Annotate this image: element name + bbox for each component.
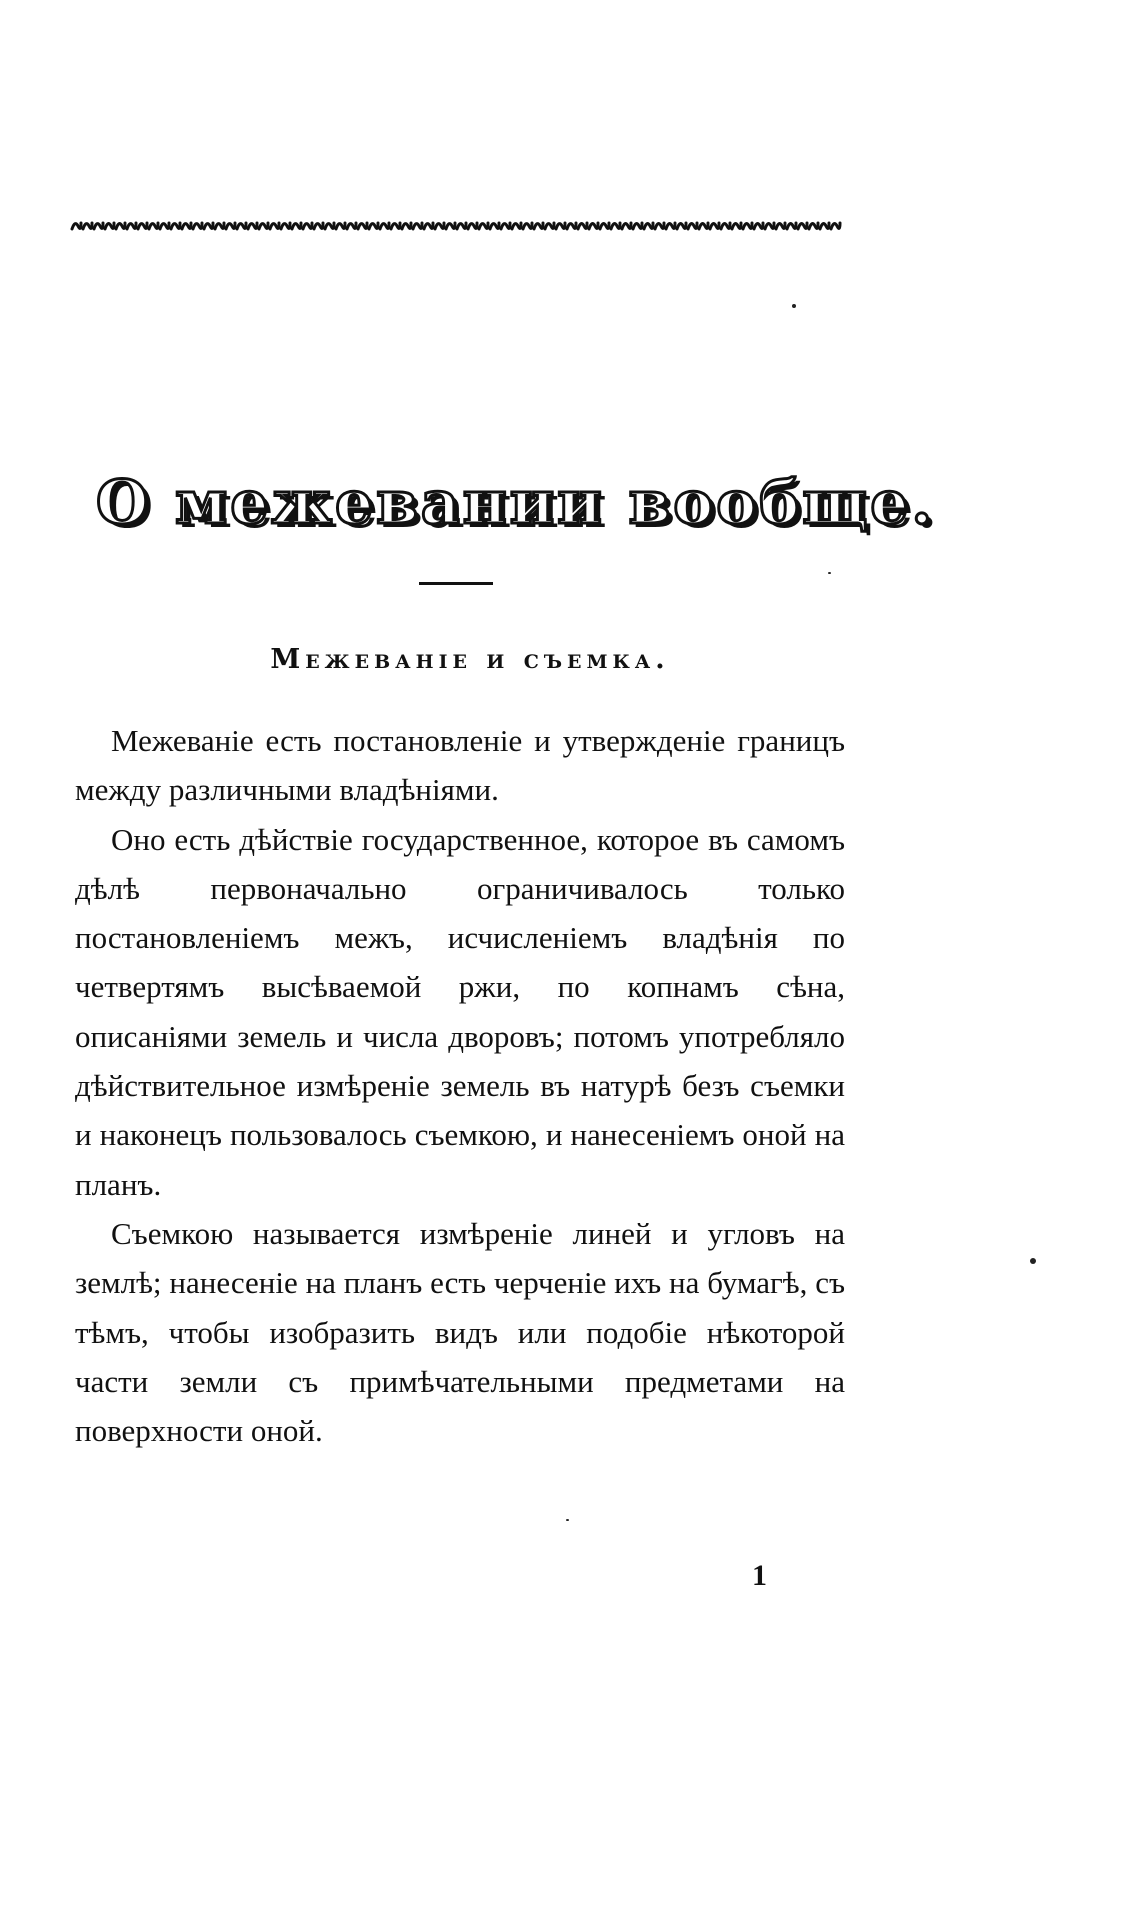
page-number: 1 xyxy=(752,1559,767,1592)
print-speck xyxy=(1030,1258,1036,1264)
body-text xyxy=(75,716,845,1455)
print-speck xyxy=(792,304,796,308)
section-heading: Межеваніе и съемка. xyxy=(270,644,670,675)
ornament-wave xyxy=(72,223,840,229)
paragraph-definition: Межеваніе есть постановленіе и утвержденіе границъ между различными владѣніями. xyxy=(75,723,845,808)
paragraph-history: Оно есть дѣйствіе государственное, которое въ самомъ дѣлѣ первоначально ограничивалось только постановленіемъ межъ, исчисленіемъ владѣнія по четвертямъ высѣваемой ржи, по копнамъ сѣна, описаніями земель и числа дворовъ; потомъ употребляло дѣйствительное измѣреніе земель въ натурѣ безъ съемки и наконецъ пользовалось съемкою, и нанесеніемъ оной на планъ. xyxy=(75,821,845,1202)
print-speck xyxy=(828,572,831,574)
page-title: О межевании вообще. xyxy=(96,468,936,538)
print-speck xyxy=(566,1519,569,1521)
decorative-ornament-rule xyxy=(70,218,842,234)
paragraph-survey: Съемкою называется измѣреніе линей и угловъ на землѣ; нанесеніе на планъ есть черченіе ихъ на бумагѣ, съ тѣмъ, чтобы изобразить видъ или подобіе нѣкоторой части земли съ примѣчательными предметами на поверхности оной. xyxy=(75,1215,845,1449)
title-divider xyxy=(419,582,493,585)
